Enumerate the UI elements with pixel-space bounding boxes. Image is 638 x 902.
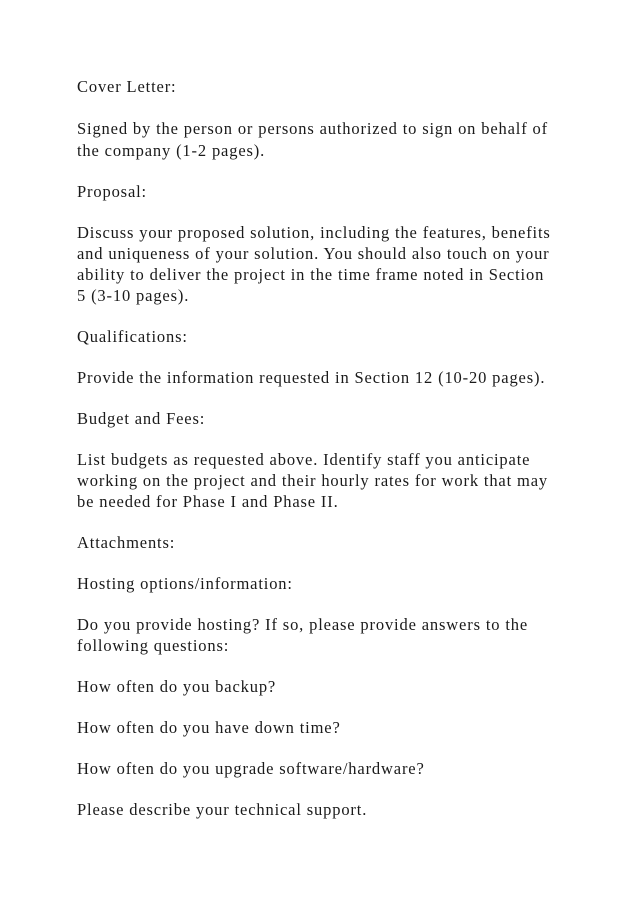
section-heading-qualifications: Qualifications: — [77, 327, 188, 346]
paragraph-line: following questions: — [77, 636, 230, 655]
paragraph-line: ability to deliver the project in the time frame noted in Section — [77, 265, 545, 284]
paragraph-line: 5 (3-10 pages). — [77, 286, 190, 305]
paragraph-line: be needed for Phase I and Phase II. — [77, 492, 339, 511]
paragraph-line: the company (1-2 pages). — [77, 141, 266, 160]
section-heading-attachments: Attachments: — [77, 533, 176, 552]
paragraph-line: Do you provide hosting? If so, please provide answers to the — [77, 615, 529, 634]
paragraph-line: Discuss your proposed solution, including the features, benefits — [77, 223, 551, 242]
question-line: How often do you upgrade software/hardware? — [77, 759, 425, 778]
paragraph-line: and uniqueness of your solution. You should also touch on your — [77, 244, 550, 263]
section-heading-hosting: Hosting options/information: — [77, 574, 293, 593]
section-heading-cover-letter: Cover Letter: — [77, 77, 177, 96]
question-line: Please describe your technical support. — [77, 800, 368, 819]
section-heading-budget-and-fees: Budget and Fees: — [77, 409, 206, 428]
paragraph-line: Provide the information requested in Section 12 (10-20 pages). — [77, 368, 546, 387]
paragraph-line: Signed by the person or persons authorized to sign on behalf of — [77, 119, 549, 138]
paragraph-line: working on the project and their hourly rates for work that may — [77, 471, 548, 490]
paragraph-line: List budgets as requested above. Identify staff you anticipate — [77, 450, 531, 469]
question-line: How often do you have down time? — [77, 718, 341, 737]
question-line: How often do you backup? — [77, 677, 277, 696]
section-heading-proposal: Proposal: — [77, 182, 147, 201]
